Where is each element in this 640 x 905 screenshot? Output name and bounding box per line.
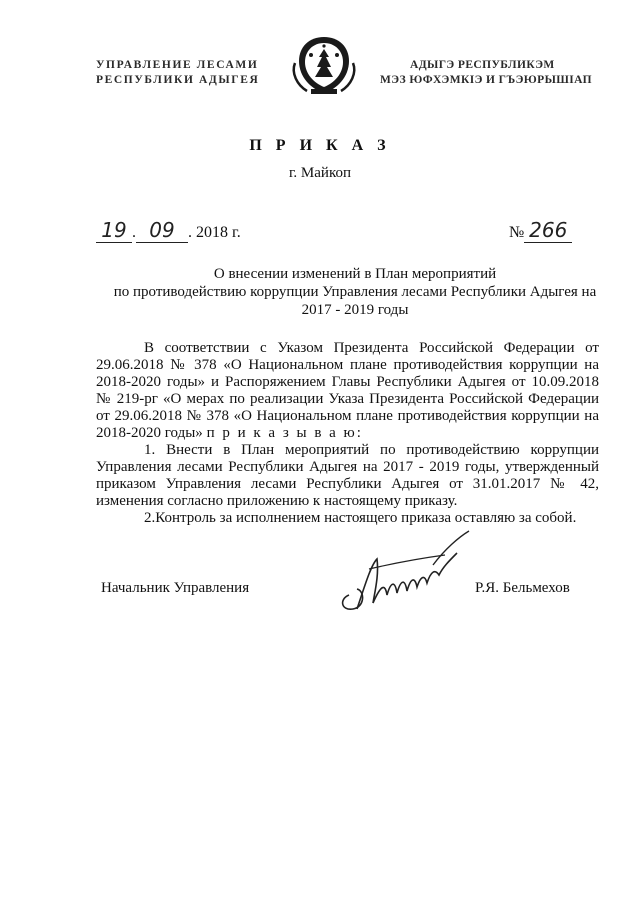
header-left-line2: РЕСПУБЛИКИ АДЫГЕЯ <box>96 74 260 86</box>
body-paragraph-2: 1. Внести в План мероприятий по противодействию коррупции Управления лесами Республики Адыгея на 2017 - 2019 годы, утвержденный приказом Управления лесами Республики Адыгея от 31.01.2017 № 42, изменения согласно приложению к настоящему приказу. <box>96 442 599 509</box>
subject-line1: О внесении изменений в План мероприятий <box>213 266 497 282</box>
header-left-org <box>96 58 276 88</box>
header-right-line1: АДЫГЭ РЕСПУБЛИКЭМ <box>410 59 555 71</box>
document-date <box>96 218 241 243</box>
handwritten-signature <box>335 525 475 620</box>
document-subject <box>60 265 640 319</box>
document-number <box>509 218 572 243</box>
body-paragraph-1 <box>96 340 599 442</box>
date-year: . 2018 г. <box>188 224 241 241</box>
number-value: 266 <box>524 218 572 243</box>
document-title: П Р И К А З <box>249 137 391 154</box>
header-right-line2: МЭЗ ЮФХЭМКІЭ И ГЪЭЮРЫШІАП <box>380 74 592 86</box>
date-separator: . <box>132 224 136 241</box>
date-day: 19 <box>96 218 132 243</box>
header-left-line1: УПРАВЛЕНИЕ ЛЕСАМИ <box>96 59 259 71</box>
document-body <box>96 340 599 527</box>
adygea-coat-of-arms-icon <box>289 33 359 97</box>
body-order-word: п р и к а з ы в а ю: <box>206 425 363 441</box>
subject-line2: по противодействию коррупции Управления лесами Республики Адыгея на <box>113 284 597 300</box>
body-paragraph-3: 2.Контроль за исполнением настоящего приказа оставляю за собой. <box>144 510 577 526</box>
number-prefix: № <box>509 224 525 241</box>
date-month: 09 <box>136 218 188 243</box>
document-city: г. Майкоп <box>288 165 352 181</box>
signatory-position: Начальник Управления <box>101 580 250 596</box>
body-p1-text: В соответствии с Указом Президента Российской Федерации от 29.06.2018 № 378 «О Национальном плане противодействия коррупции на 2018-2020 годы» и Распоряжением Главы Республики Адыгея от 10.09.2018 № 219-рг «О мерах по реализации Указа Президента Российской Федерации от 29.06.2018 № 378 «О Национальном плане противодействия коррупции на 2018-2020 годы» <box>96 340 599 441</box>
subject-line3: 2017 - 2019 годы <box>301 302 409 318</box>
header-right-org <box>380 58 615 88</box>
signatory-name: Р.Я. Бельмехов <box>475 580 570 596</box>
